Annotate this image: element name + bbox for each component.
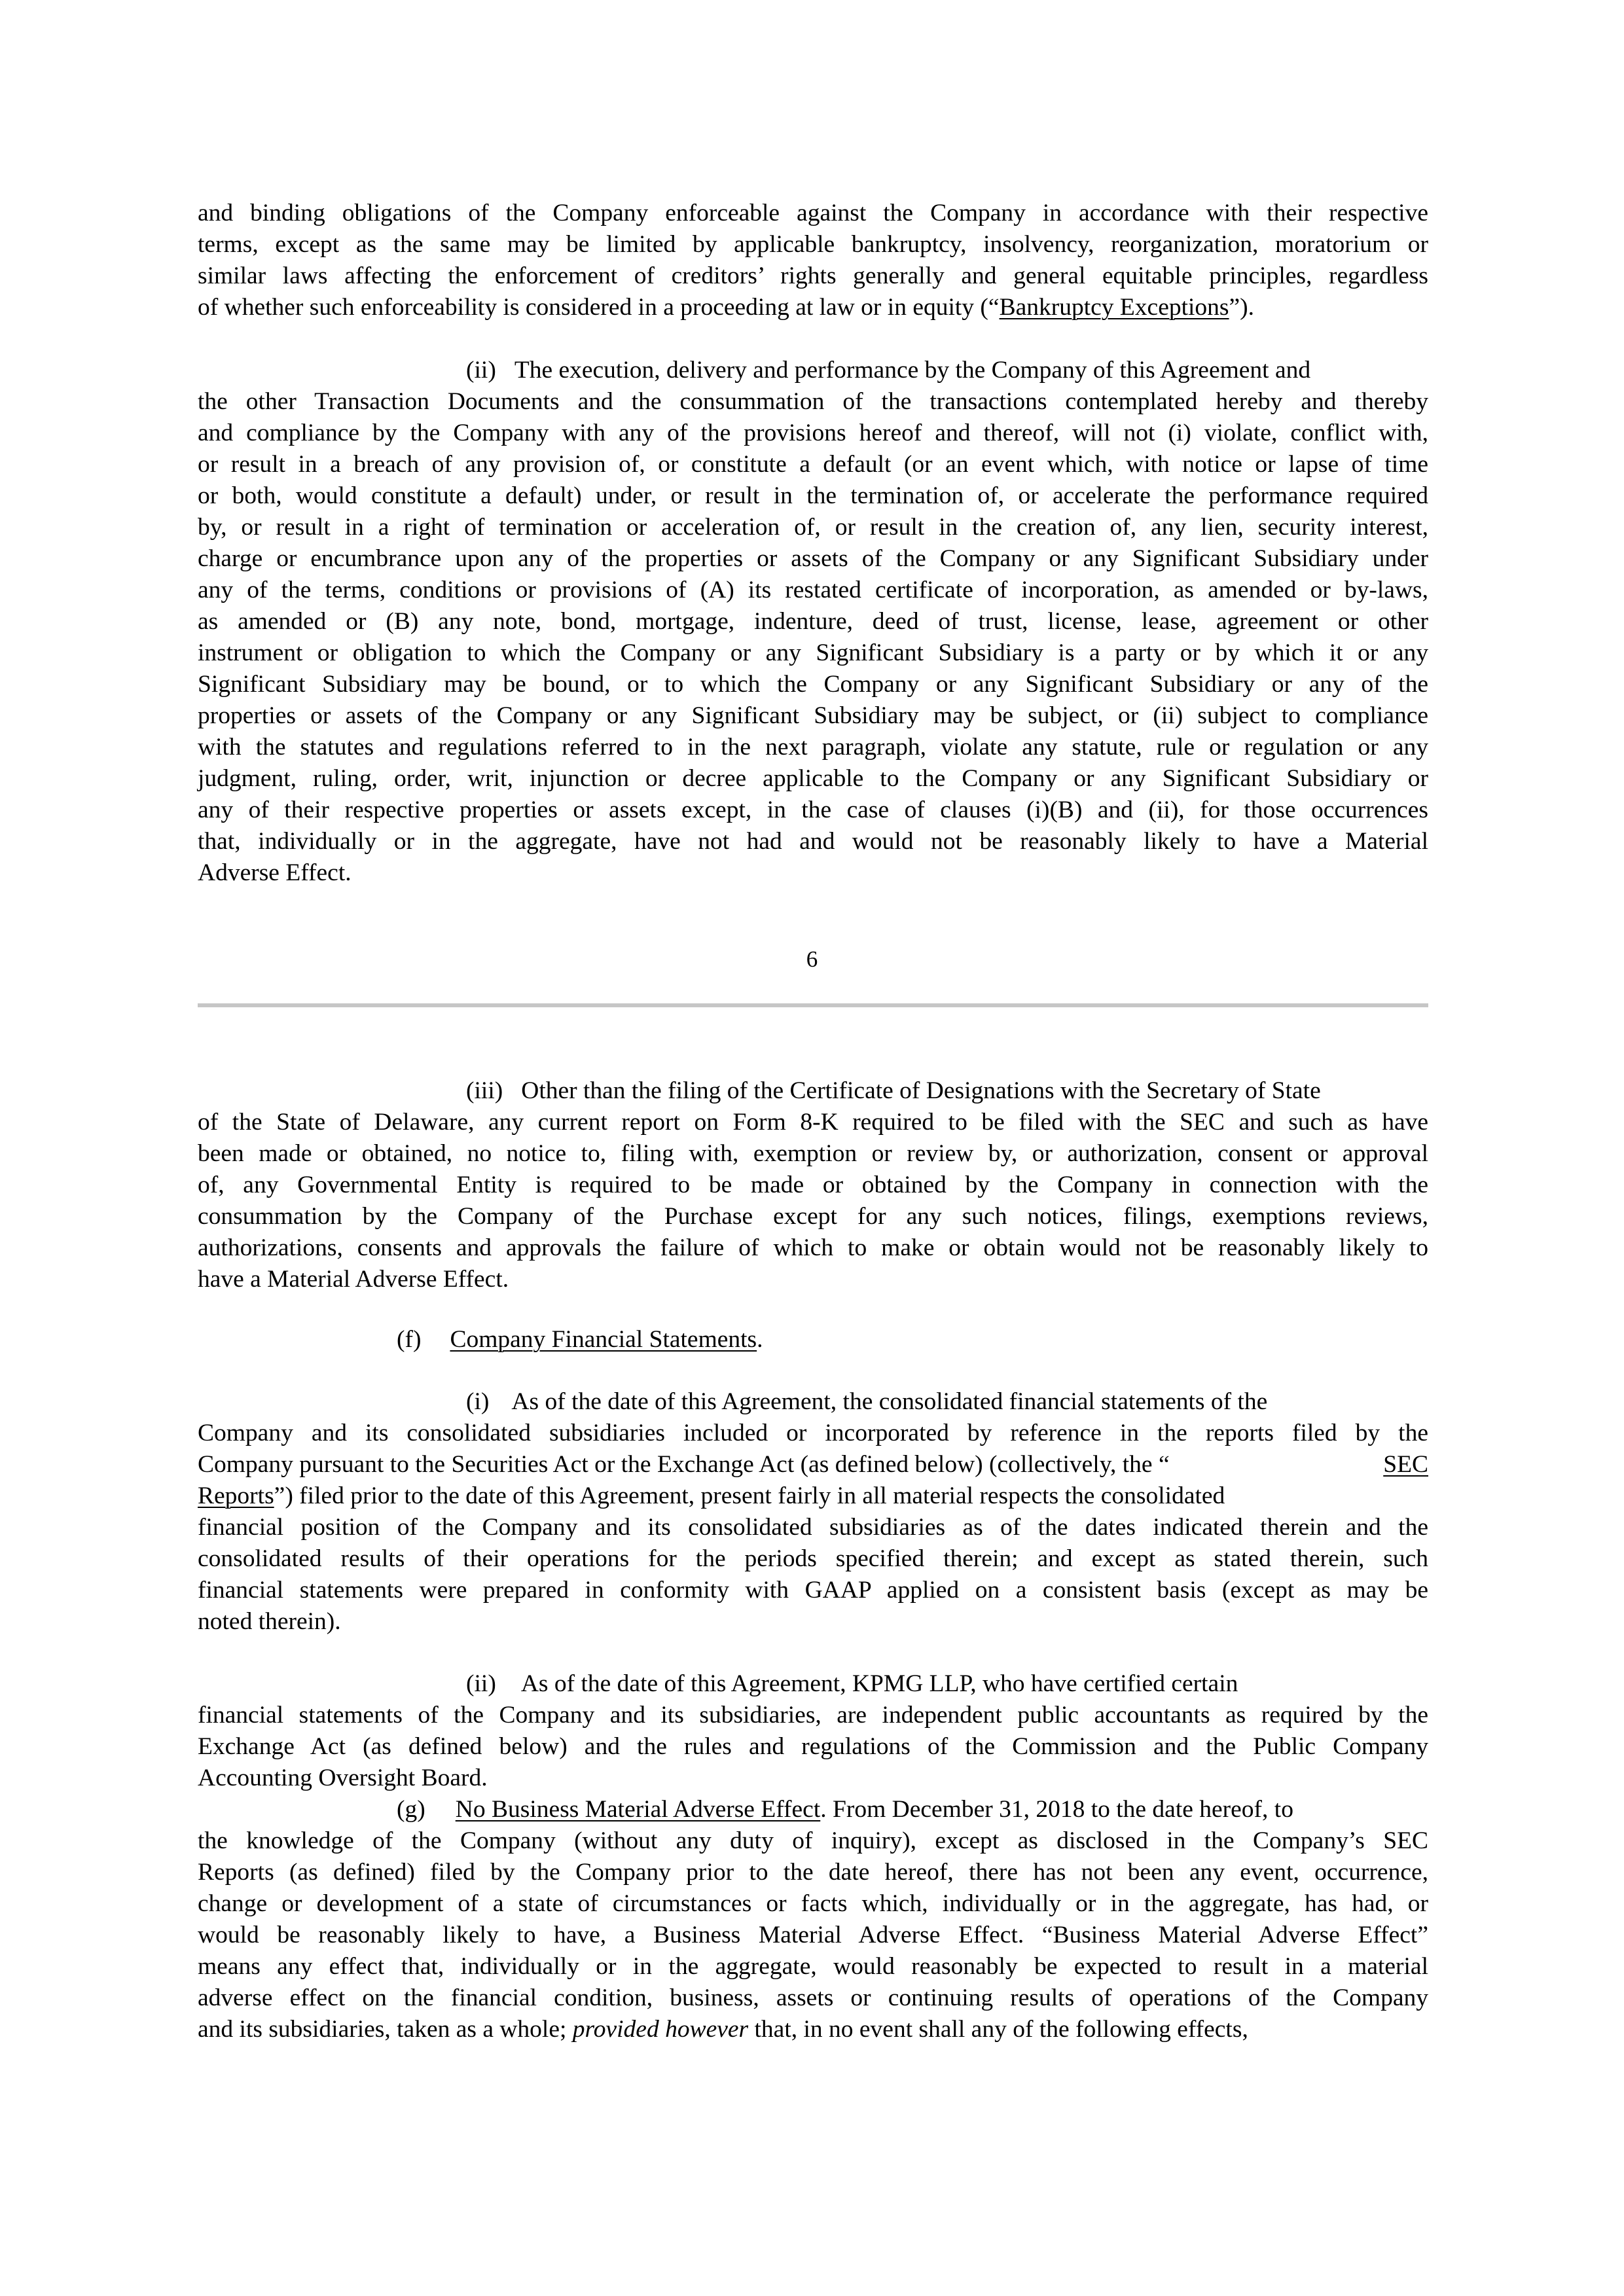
text-line — [198, 292, 1428, 323]
text-line: financial statements were prepared in conformity with GAAP applied on a consistent basis (except as may be — [198, 1577, 1428, 1604]
text-line — [198, 1794, 1428, 1825]
clause-number: (iii) — [466, 1077, 503, 1104]
text-line: by, or result in a right of termination or acceleration of, or result in the creation of, any lien, security interest, — [198, 514, 1428, 541]
text-line: have a Material Adverse Effect. — [198, 1266, 509, 1293]
text-line: properties or assets of the Company or any Significant Subsidiary may be subject, or (ii) subject to compliance — [198, 702, 1428, 729]
paragraph-ii — [198, 355, 1428, 889]
text-line: of the State of Delaware, any current report on Form 8-K required to be filed with the SEC and such as have — [198, 1109, 1428, 1136]
text-line: and compliance by the Company with any of the provisions hereof and thereof, will not (i) violate, conflict with, — [198, 420, 1428, 446]
text-line: financial statements of the Company and its subsidiaries, are independent public accountants as required by the — [198, 1702, 1428, 1729]
text-span: and its subsidiaries, taken as a whole; — [198, 2016, 573, 2043]
text-line: consolidated results of their operations for the periods specified therein; and except as stated therein, such — [198, 1545, 1428, 1572]
text-span: The execution, delivery and performance by the Company of this Agreement and — [514, 357, 1311, 384]
section-number: (g) — [397, 1796, 425, 1823]
text-line — [198, 1668, 1428, 1700]
clause-number: (i) — [466, 1388, 490, 1415]
paragraph-f-i — [198, 1386, 1428, 1638]
text-line: change or development of a state of circumstances or facts which, individually or in the aggregate, has had, or — [198, 1890, 1428, 1917]
section-title: Company Financial Statements — [450, 1326, 757, 1353]
text-line: the other Transaction Documents and the consummation of the transactions contemplated hereby and thereby — [198, 388, 1428, 415]
text-line: would be reasonably likely to have, a Business Material Adverse Effect. “Business Material Adverse Effect” — [198, 1922, 1428, 1948]
text-line: adverse effect on the financial condition, business, assets or continuing results of operations of the Company — [198, 1984, 1428, 2011]
text-span: of whether such enforceability is considered in a proceeding at law or in equity (“ — [198, 294, 1000, 321]
text-span: . — [757, 1326, 763, 1353]
text-line: been made or obtained, no notice to, filing with, exemption or review by, or authorization, consent or approval — [198, 1140, 1428, 1167]
defined-term-sec: SEC — [1383, 1451, 1428, 1478]
text-line: any of their respective properties or assets except, in the case of clauses (i)(B) and (ii), for those occurrences — [198, 797, 1428, 823]
text-line: of, any Governmental Entity is required to be made or obtained by the Company in connection with the — [198, 1172, 1428, 1198]
paragraph-g — [198, 1794, 1428, 2045]
clause-number: (ii) — [466, 1670, 496, 1697]
text-span: As of the date of this Agreement, KPMG LLP, who have certified certain — [520, 1670, 1238, 1697]
text-line: consummation by the Company of the Purchase except for any such notices, filings, exemptions reviews, — [198, 1203, 1428, 1230]
text-span: As of the date of this Agreement, the consolidated financial statements of the — [511, 1388, 1268, 1415]
text-line: and binding obligations of the Company enforceable against the Company in accordance with their respective — [198, 200, 1428, 226]
defined-term-bankruptcy-exceptions: Bankruptcy Exceptions — [999, 294, 1229, 321]
text-line: similar laws affecting the enforcement of creditors’ rights generally and general equitable principles, regardless — [198, 262, 1428, 289]
section-title: No Business Material Adverse Effect — [455, 1796, 821, 1823]
text-line: financial position of the Company and its consolidated subsidiaries as of the dates indicated therein and the — [198, 1514, 1428, 1541]
text-line: noted therein). — [198, 1608, 341, 1635]
section-number: (f) — [397, 1326, 422, 1353]
italic-term: provided however — [572, 2016, 749, 2043]
paragraph-enforceability — [198, 198, 1428, 323]
text-line: Adverse Effect. — [198, 859, 352, 886]
text-line: that, individually or in the aggregate, have not had and would not be reasonably likely to have a Material — [198, 828, 1428, 855]
text-line — [198, 1386, 1428, 1418]
text-line — [198, 2014, 1428, 2045]
paragraph-f-ii — [198, 1668, 1428, 1794]
text-span: . From December 31, 2018 to the date hereof, to — [820, 1796, 1293, 1823]
text-line: any of the terms, conditions or provisions of (A) its restated certificate of incorporation, as amended or by-laws, — [198, 577, 1428, 603]
text-line: as amended or (B) any note, bond, mortgage, indenture, deed of trust, license, lease, agreement or other — [198, 608, 1428, 635]
text-line: terms, except as the same may be limited by applicable bankruptcy, insolvency, reorganization, moratorium or — [198, 231, 1428, 258]
paragraph-iii — [198, 1075, 1428, 1295]
clause-number: (ii) — [466, 357, 496, 384]
text-line — [198, 1075, 1428, 1107]
text-span: ”). — [1229, 294, 1255, 321]
text-line: with the statutes and regulations referred to in the next paragraph, violate any statute, rule or regulation or any — [198, 734, 1428, 761]
text-span: Other than the filing of the Certificate of Designations with the Secretary of State — [521, 1077, 1321, 1104]
text-line — [198, 1449, 1428, 1480]
defined-term-reports: Reports — [198, 1482, 274, 1509]
text-line: judgment, ruling, order, writ, injunction or decree applicable to the Company or any Significant Subsidiary or — [198, 765, 1428, 792]
text-line: Accounting Oversight Board. — [198, 1765, 488, 1791]
text-line — [198, 355, 1428, 386]
text-line: authorizations, consents and approvals the failure of which to make or obtain would not be reasonably likely to — [198, 1234, 1428, 1261]
text-line: charge or encumbrance upon any of the properties or assets of the Company or any Significant Subsidiary under — [198, 545, 1428, 572]
text-line — [198, 1480, 1428, 1512]
text-span: that, in no event shall any of the following effects, — [748, 2016, 1248, 2043]
page-divider — [198, 1003, 1428, 1007]
text-line: Exchange Act (as defined below) and the rules and regulations of the Commission and the Public Company — [198, 1733, 1428, 1760]
section-f-heading — [198, 1324, 1428, 1355]
text-line: Significant Subsidiary may be bound, or to which the Company or any Significant Subsidiary or any of the — [198, 671, 1428, 698]
text-line: Company and its consolidated subsidiaries included or incorporated by reference in the reports filed by the — [198, 1420, 1428, 1446]
text-line — [198, 1324, 1428, 1355]
text-line: means any effect that, individually or in the aggregate, would reasonably be expected to result in a material — [198, 1953, 1428, 1980]
text-span: ”) filed prior to the date of this Agreement, present fairly in all material respects the consolidated — [274, 1482, 1225, 1509]
text-span: Company pursuant to the Securities Act or the Exchange Act (as defined below) (collectively, the “ — [198, 1451, 1170, 1478]
text-line: the knowledge of the Company (without any duty of inquiry), except as disclosed in the Company’s SEC — [198, 1827, 1428, 1854]
text-line: or result in a breach of any provision of, or constitute a default (or an event which, with notice or lapse of time — [198, 451, 1428, 478]
page-number: 6 — [806, 946, 818, 972]
text-line: instrument or obligation to which the Company or any Significant Subsidiary is a party or by which it or any — [198, 639, 1428, 666]
text-line: Reports (as defined) filed by the Company prior to the date hereof, there has not been any event, occurrence, — [198, 1859, 1428, 1886]
text-line: or both, would constitute a default) under, or result in the termination of, or accelerate the performance required — [198, 482, 1428, 509]
